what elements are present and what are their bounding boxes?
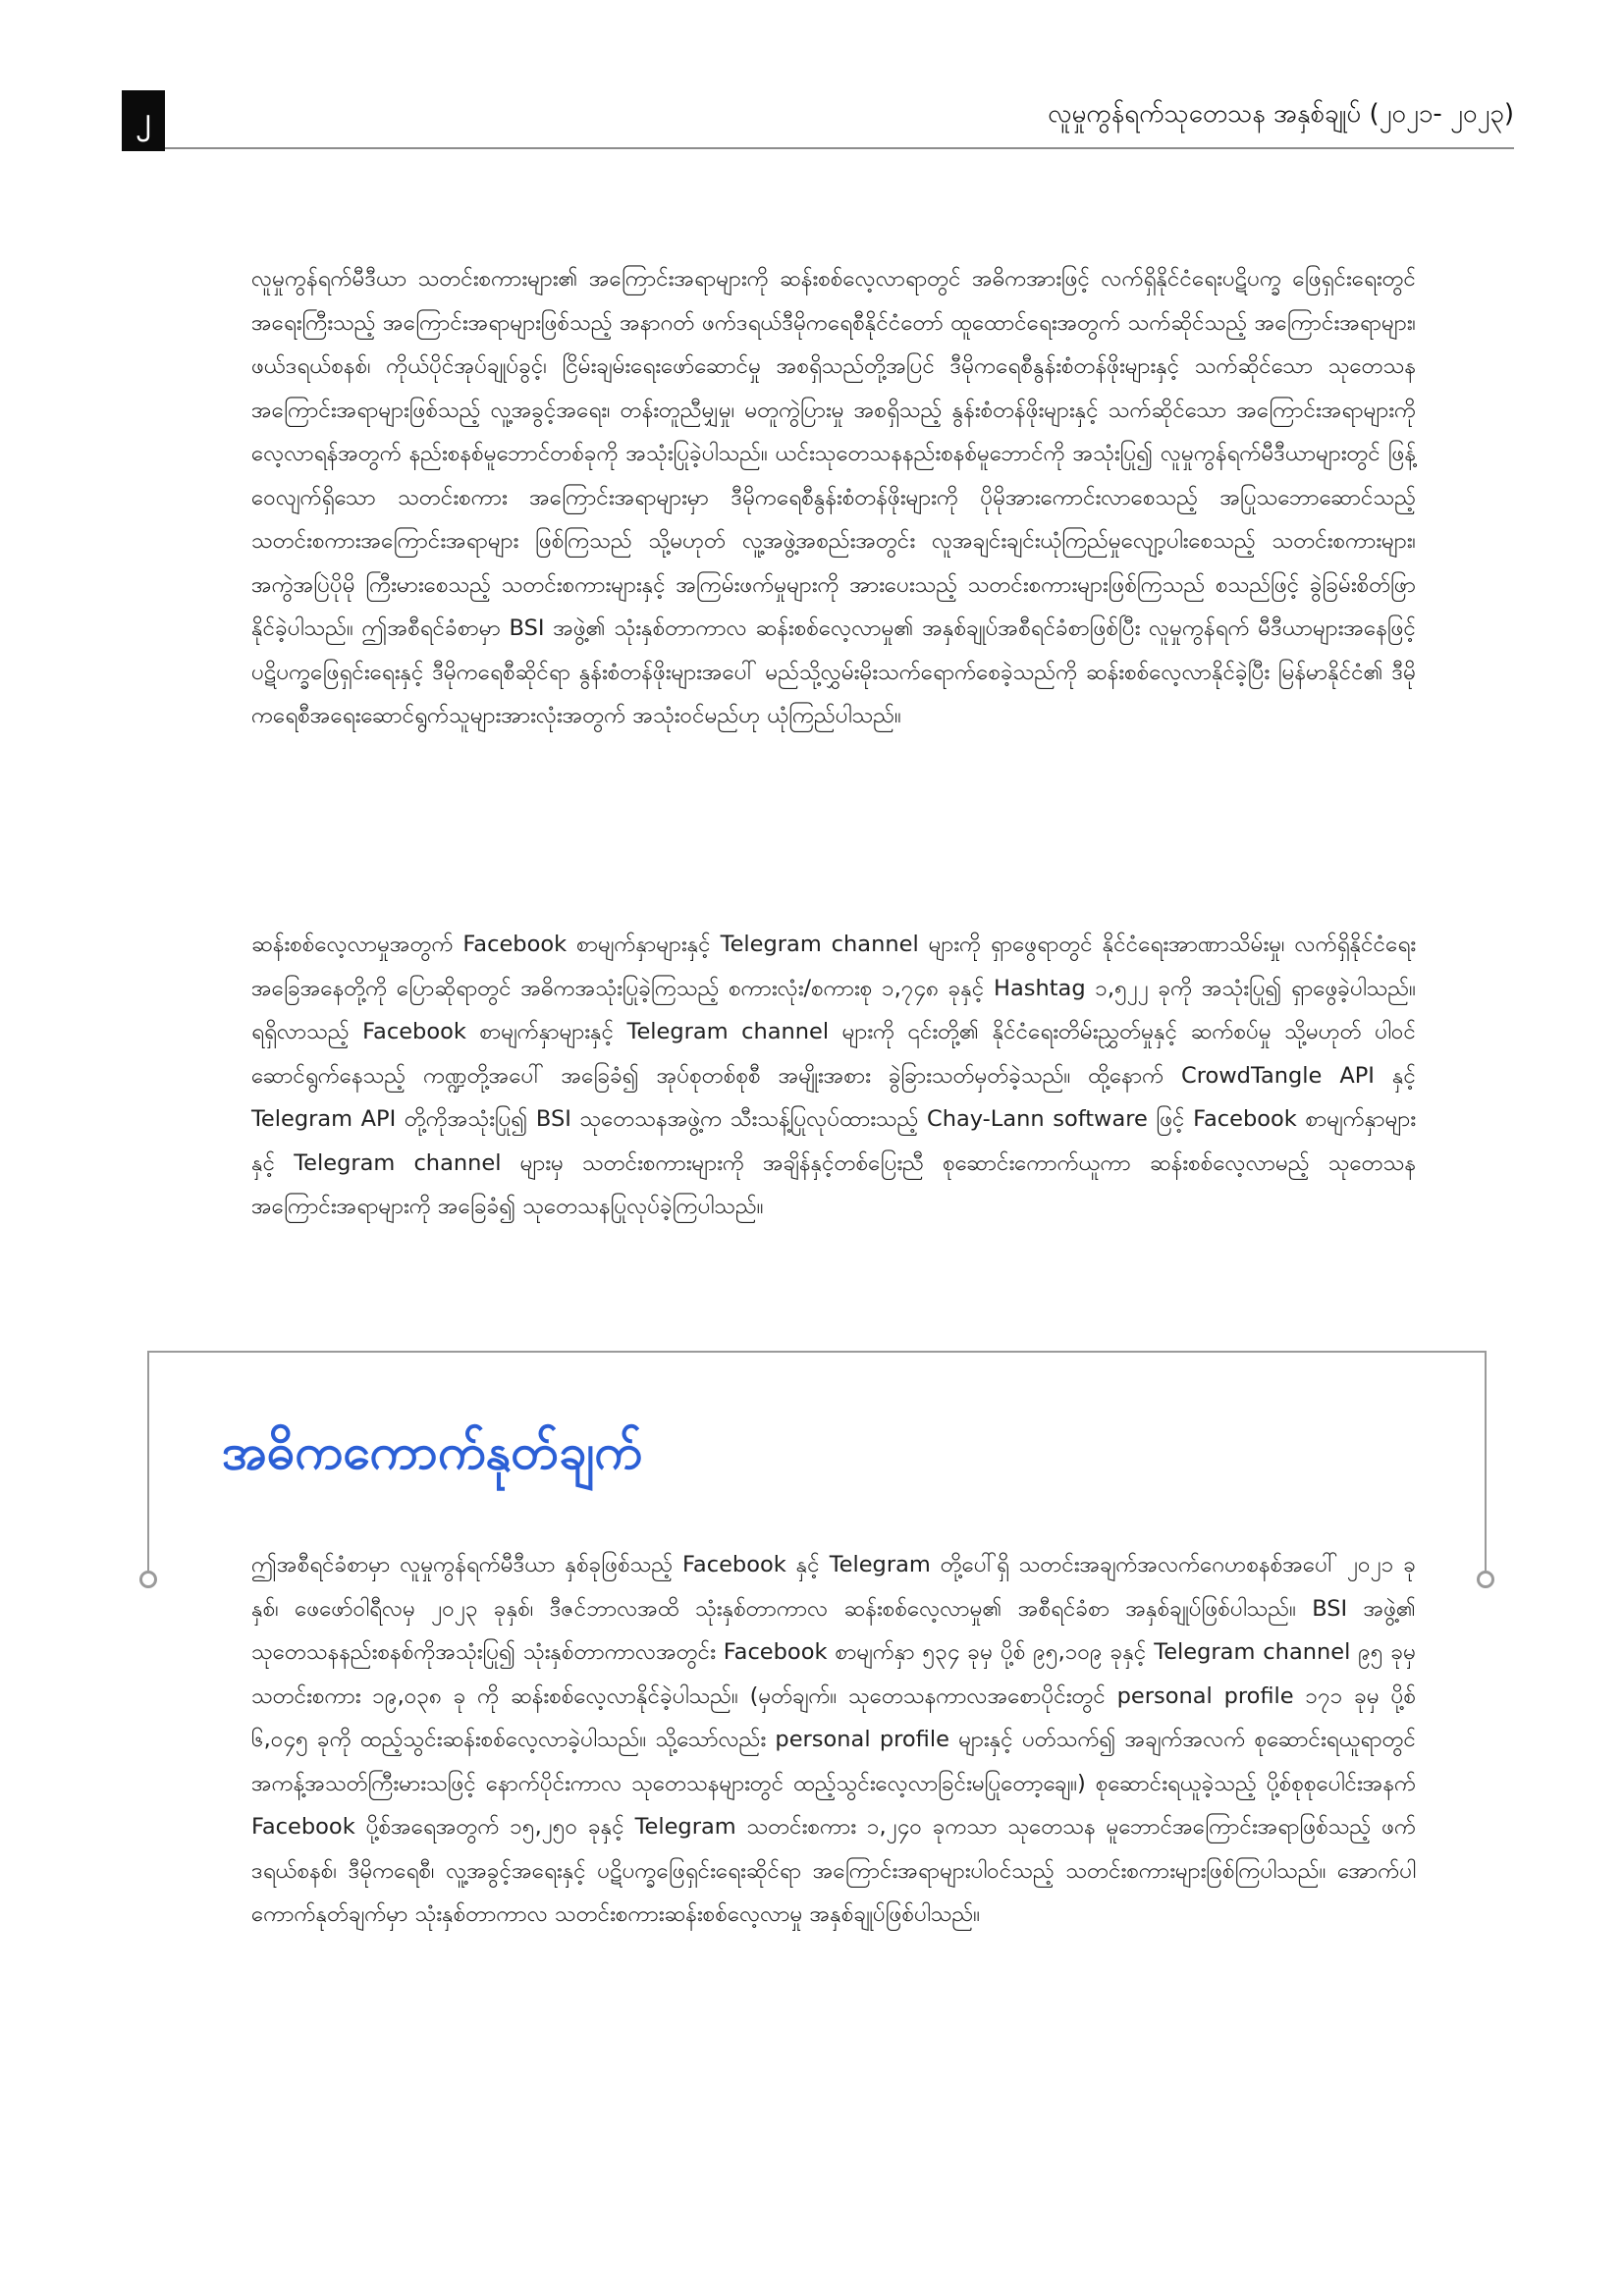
section-frame-right-border xyxy=(1485,1351,1487,1571)
section-frame-left-border xyxy=(147,1351,149,1571)
frame-right-circle-icon xyxy=(1477,1571,1494,1588)
key-findings-heading: အဓိကကောက်နုတ်ချက် xyxy=(222,1423,642,1480)
body-paragraph-2: ဆန်းစစ်လေ့လာမှုအတွက် Facebook စာမျက်နှာများနှင့် Telegram channel များကို ရှာဖွေရာတွင် နိုင်ငံရေးအာဏာသိမ်းမှု၊ လက်ရှိနိုင်ငံရေးအခြေအနေတို့ကို ပြောဆိုရာတွင် အဓိကအသုံးပြုခဲ့ကြသည့် စကားလုံး/စကားစု ၁,၇၄၈ ခုနှင့် Hashtag ၁,၅၂၂ ခုကို အသုံးပြု၍ ရှာဖွေခဲ့ပါသည်။ ရရှိလာသည့် Facebook စာမျက်နှာများနှင့် Telegram channel များကို ၎င်းတို့၏ နိုင်ငံရေးတိမ်းညွှတ်မှုနှင့် ဆက်စပ်မှု သို့မဟုတ် ပါဝင်ဆောင်ရွက်နေသည့် ကဏ္ဍတို့အပေါ် အခြေခံ၍ အုပ်စုတစ်စုစီ အမျိုးအစား ခွဲခြားသတ်မှတ်ခဲ့သည်။ ထို့နောက် CrowdTangle API နှင့် Telegram API တို့ကိုအသုံးပြု၍ BSI သုတေသနအဖွဲ့က သီးသန့်ပြုလုပ်ထားသည့် Chay-Lann software ဖြင့် Facebook စာမျက်နှာများနှင့် Telegram channel များမှ သတင်းစကားများကို အချိန်နှင့်တစ်ပြေးညီ စုဆောင်းကောက်ယူကာ ဆန်းစစ်လေ့လာမည့် သုတေသနအကြောင်းအရာများကို အခြေခံ၍ သုတေသနပြုလုပ်ခဲ့ကြပါသည်။ xyxy=(251,932,1416,1219)
section-frame-top-border xyxy=(147,1351,1487,1353)
page-number-badge: ၂ xyxy=(122,90,165,151)
frame-left-circle-icon xyxy=(139,1571,157,1588)
header-divider xyxy=(165,147,1514,149)
running-header-title: လူမှုကွန်ရက်သုတေသန အနှစ်ချုပ် (၂၀၂၁- ၂၀၂၃) xyxy=(1048,99,1514,129)
key-findings-paragraph: ဤအစီရင်ခံစာမှာ လူမှုကွန်ရက်မီဒီယာ နှစ်ခုဖြစ်သည့် Facebook နှင့် Telegram တို့ပေါ်ရှိ သတင်းအချက်အလက်ဂေဟစနစ်အပေါ် ၂၀၂၁ ခုနှစ်၊ ဖေဖော်ဝါရီလမှ ၂၀၂၃ ခုနှစ်၊ ဒီဇင်ဘာလအထိ သုံးနှစ်တာကာလ ဆန်းစစ်လေ့လာမှု၏ အစီရင်ခံစာ အနှစ်ချုပ်ဖြစ်ပါသည်။ BSI အဖွဲ့၏ သုတေသနနည်းစနစ်ကိုအသုံးပြု၍ သုံးနှစ်တာကာလအတွင်း Facebook စာမျက်နှာ ၅၃၄ ခုမှ ပို့စ် ၉၅,၁၀၉ ခုနှင့် Telegram channel ၉၅ ခုမှ သတင်းစကား ၁၉,၀၃၈ ခု ကို ဆန်းစစ်လေ့လာနိုင်ခဲ့ပါသည်။ (မှတ်ချက်။ သုတေသနကာလအစောပိုင်းတွင် personal profile ၁၇၁ ခုမှ ပို့စ် ၆,၀၄၅ ခုကို ထည့်သွင်းဆန်းစစ်လေ့လာခဲ့ပါသည်။ သို့သော်လည်း personal profile များနှင့် ပတ်သက်၍ အချက်အလက် စုဆောင်းရယူရာတွင် အကန့်အသတ်ကြီးမားသဖြင့် နောက်ပိုင်းကာလ သုတေသနများတွင် ထည့်သွင်းလေ့လာခြင်းမပြုတော့ချေ။) စုဆောင်းရယူခဲ့သည့် ပို့စ်စုစုပေါင်းအနက် Facebook ပို့စ်အရေအတွက် ၁၅,၂၅၀ ခုနှင့် Telegram သတင်းစကား ၁,၂၄၀ ခုကသာ သုတေသန မူဘောင်အကြောင်းအရာဖြစ်သည့် ဖက်ဒရယ်စနစ်၊ ဒီမိုကရေစီ၊ လူ့အခွင့်အရေးနှင့် ပဋိပက္ခဖြေရှင်းရေးဆိုင်ရာ အကြောင်းအရာများပါဝင်သည့် သတင်းစကားများဖြစ်ကြပါသည်။ အောက်ပါ ကောက်နုတ်ချက်မှာ သုံးနှစ်တာကာလ သတင်းစကားဆန်းစစ်လေ့လာမှု အနှစ်ချုပ်ဖြစ်ပါသည်။ xyxy=(251,1552,1416,1927)
body-paragraph-1: လူမှုကွန်ရက်မီဒီယာ သတင်းစကားများ၏ အကြောင်းအရာများကို ဆန်းစစ်လေ့လာရာတွင် အဓိကအားဖြင့် လက်ရှိနိုင်ငံရေးပဋိပက္ခ ဖြေရှင်းရေးတွင် အရေးကြီးသည့် အကြောင်းအရာများဖြစ်သည့် အနာဂတ် ဖက်ဒရယ်ဒီမိုကရေစီနိုင်ငံတော် ထူထောင်ရေးအတွက် သက်ဆိုင်သည့် အကြောင်းအရာများ၊ ဖယ်ဒရယ်စနစ်၊ ကိုယ်ပိုင်အုပ်ချုပ်ခွင့်၊ ငြိမ်းချမ်းရေးဖော်ဆောင်မှု အစရှိသည်တို့အပြင် ဒီမိုကရေစီနွန်းစံတန်ဖိုးများနှင့် သက်ဆိုင်သော သုတေသနအကြောင်းအရာများဖြစ်သည့် လူ့အခွင့်အရေး၊ တန်းတူညီမျှမှု၊ မတူကွဲပြားမှု အစရှိသည့် နွန်းစံတန်ဖိုးများနှင့် သက်ဆိုင်သော အကြောင်းအရာများကို လေ့လာရန်အတွက် နည်းစနစ်မူဘောင်တစ်ခုကို အသုံးပြုခဲ့ပါသည်။ ယင်းသုတေသနနည်းစနစ်မူဘောင်ကို အသုံးပြု၍ လူမှုကွန်ရက်မီဒီယာများတွင် ဖြန့်ဝေလျက်ရှိသော သတင်းစကား အကြောင်းအရာများမှာ ဒီမိုကရေစီနွန်းစံတန်ဖိုးများကို ပိုမိုအားကောင်းလာစေသည့် အပြုသဘောဆောင်သည့် သတင်းစကားအကြောင်းအရာများ ဖြစ်ကြသည် သို့မဟုတ် လူ့အဖွဲ့အစည်းအတွင်း လူအချင်းချင်းယုံကြည်မှုလျော့ပါးစေသည့် သတင်းစကားများ၊ အကွဲအပြဲပိုမို ကြီးမားစေသည့် သတင်းစကားများနှင့် အကြမ်းဖက်မှုများကို အားပေးသည့် သတင်းစကားများဖြစ်ကြသည် စသည်ဖြင့် ခွဲခြမ်းစိတ်ဖြာ နိုင်ခဲ့ပါသည်။ ဤအစီရင်ခံစာမှာ BSI အဖွဲ့၏ သုံးနှစ်တာကာလ ဆန်းစစ်လေ့လာမှု၏ အနှစ်ချုပ်အစီရင်ခံစာဖြစ်ပြီး လူမှုကွန်ရက် မီဒီယာများအနေဖြင့် ပဋိပက္ခဖြေရှင်းရေးနှင့် ဒီမိုကရေစီဆိုင်ရာ နွန်းစံတန်ဖိုးများအပေါ် မည်သို့လွှမ်းမိုးသက်ရောက်စေခဲ့သည်ကို ဆန်းစစ်လေ့လာနိုင်ခဲ့ပြီး မြန်မာနိုင်ငံ၏ ဒီမိုကရေစီအရေးဆောင်ရွက်သူများအားလုံးအတွက် အသုံးဝင်မည်ဟု ယုံကြည်ပါသည်။ xyxy=(251,266,1416,728)
